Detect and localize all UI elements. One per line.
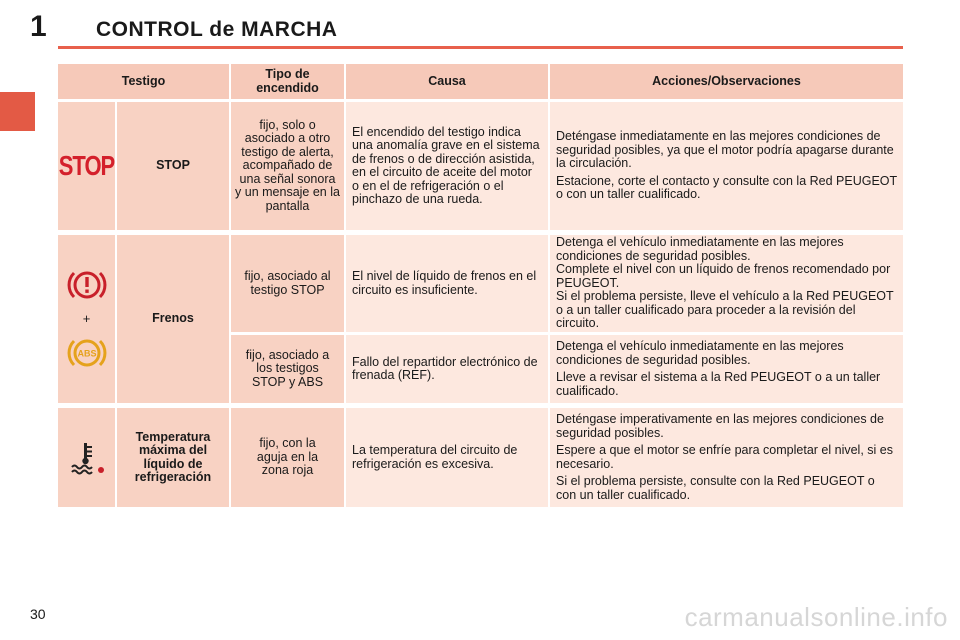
- watermark: carmanualsonline.info: [684, 602, 948, 632]
- frenos-accion-1-1: Detenga el vehículo inmediatamente en las mejores condiciones de seguridad posibles.: [556, 235, 844, 263]
- temp-acciones-cell: [550, 408, 903, 507]
- page-title: CONTROL de MARCHA: [96, 18, 338, 41]
- frenos-accion-2-2: Lleve a revisar el sistema a la Red PEUGEOT o a un taller cualificado.: [556, 370, 881, 398]
- stop-accion-2: Estacione, corte el contacto y consulte con la Red PEUGEOT o con un taller cualificado.: [556, 173, 897, 202]
- frenos-causa-2-cell: [346, 335, 548, 403]
- stop-icon: STOP: [58, 150, 115, 182]
- frenos-causa-1-text: El nivel de líquido de frenos en el circuito es insuficiente.: [352, 269, 537, 297]
- svg-text:ABS: ABS: [76, 348, 97, 359]
- page-number: 30: [30, 606, 46, 622]
- frenos-tipo-2-cell: fijo, asociado a los testigos STOP y ABS: [231, 335, 344, 403]
- chapter-tab: [0, 92, 35, 131]
- frenos-causa-1-cell: [346, 235, 548, 332]
- brake-warning-icon: [67, 268, 107, 302]
- stop-causa-text: El encendido del testigo indica una anomalía grave en el sistema de frenos o de dirección asistida, en el circuito de aceite del motor o en el de refrigeración o el pinchazo de una rueda.: [352, 124, 540, 206]
- frenos-accion-1-2: Complete el nivel con un líquido de frenos recomendado por PEUGEOT.: [556, 262, 891, 290]
- frenos-icon-cell: [58, 235, 115, 403]
- stop-icon-cell: [58, 102, 115, 230]
- stop-acciones-cell: [550, 102, 903, 230]
- header-testigo: Testigo: [58, 64, 229, 99]
- plus-sign: +: [82, 311, 91, 327]
- frenos-accion-2-1: Detenga el vehículo inmediatamente en las mejores condiciones de seguridad posibles.: [556, 339, 844, 367]
- chapter-number: 1: [30, 10, 47, 43]
- frenos-acciones-2-cell: [550, 335, 903, 403]
- temp-tipo-cell: fijo, con la aguja en la zona roja: [231, 408, 344, 507]
- coolant-temperature-icon: [67, 440, 107, 476]
- temp-accion-1: Deténgase imperativamente en las mejores condiciones de seguridad posibles.: [556, 412, 884, 440]
- stop-tipo-cell: fijo, solo o asociado a otro testigo de alerta, acompañado de una señal sonora y un mensaje en la pantalla: [231, 102, 344, 230]
- temp-accion-2: Espere a que el motor se enfríe para completar el nivel, si es necesario.: [556, 443, 893, 471]
- header-tipo: Tipo de encendido: [231, 64, 344, 99]
- abs-warning-icon: [67, 336, 107, 370]
- frenos-name-cell: Frenos: [117, 235, 229, 403]
- header-acciones: Acciones/Observaciones: [550, 64, 903, 99]
- stop-accion-1: Deténgase inmediatamente en las mejores condiciones de seguridad posibles, ya que el motor podría apagarse durante la circulación.: [556, 129, 894, 171]
- header-causa: Causa: [346, 64, 548, 99]
- temp-causa-text: La temperatura del circuito de refrigeración es excesiva.: [352, 443, 518, 471]
- frenos-accion-1-3: Si el problema persiste, lleve el vehículo a la Red PEUGEOT o a un taller cualificado para proceder a la revisión del circuito.: [556, 289, 894, 331]
- title-rule: [58, 46, 903, 49]
- temp-causa-cell: [346, 408, 548, 507]
- stop-causa-cell: [346, 102, 548, 230]
- temp-name-cell: Temperatura máxima del líquido de refrigeración: [117, 408, 229, 507]
- stop-name-cell: STOP: [117, 102, 229, 230]
- frenos-acciones-1-cell: [550, 235, 903, 332]
- temp-accion-3: Si el problema persiste, consulte con la Red PEUGEOT o con un taller cualificado.: [556, 474, 875, 502]
- frenos-causa-2-text: Fallo del repartidor electrónico de frenada (REF).: [352, 354, 538, 382]
- temp-icon-cell: [58, 408, 115, 507]
- frenos-tipo-1-cell: fijo, asociado al testigo STOP: [231, 235, 344, 332]
